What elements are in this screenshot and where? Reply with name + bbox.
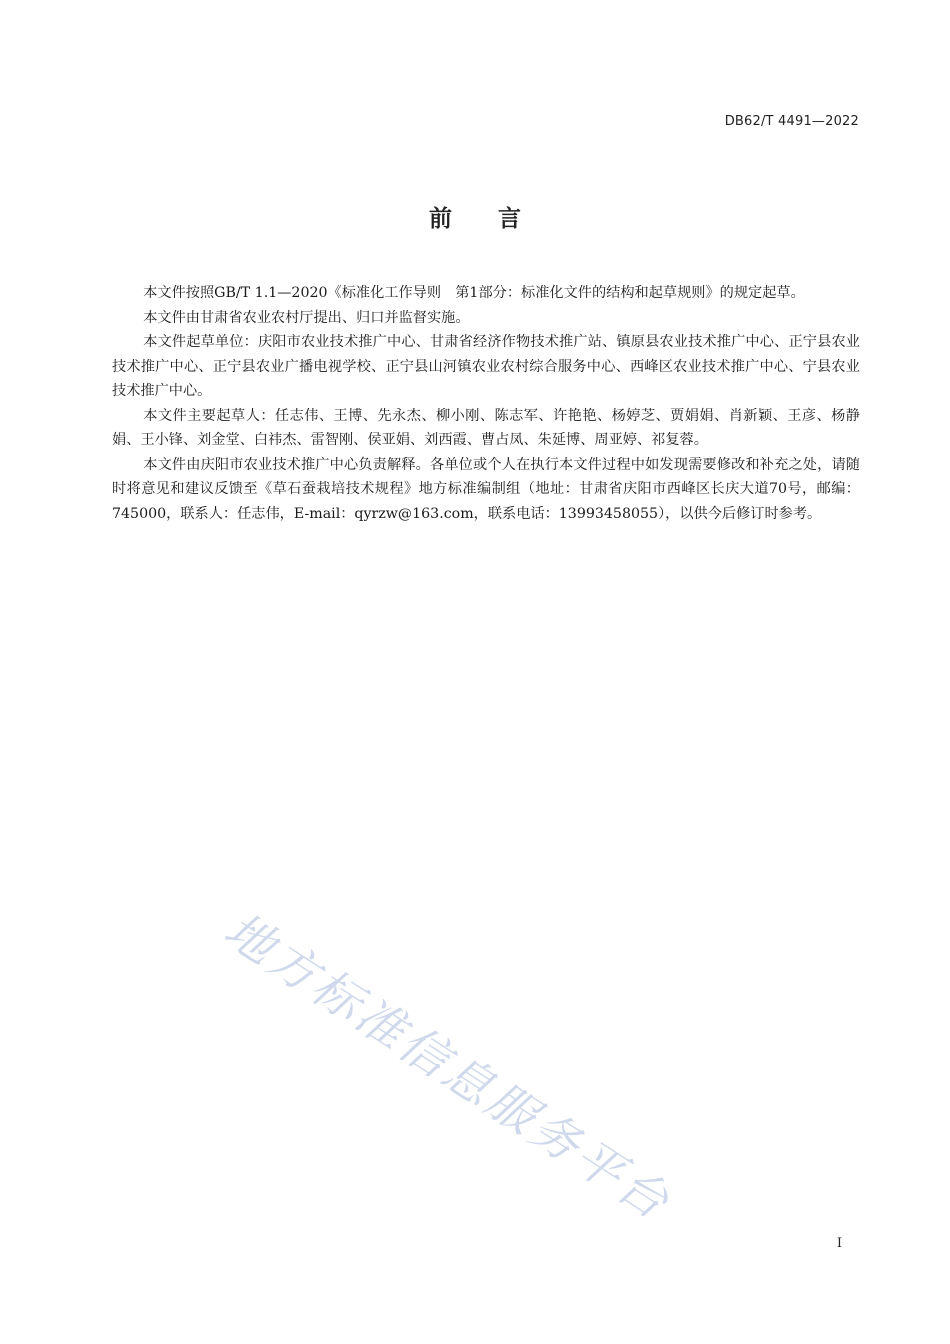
paragraph-proposer: 本文件由甘肃省农业农村厅提出、归口并监督实施。 <box>143 309 470 326</box>
document-code: DB62/T 4491—2022 <box>724 114 859 129</box>
paragraph-interpretation: 本文件由庆阳市农业技术推广中心负责解释。各单位或个人在执行本文件过程中如发现需要修改和补充之处，请随时将意见和建议反馈至《草石蚕栽培技术规程》地方标准编制组（地址：甘肃省庆阳市西峰区长庆大道70号，邮编：745000，联系人：任志伟，E-mail：qyrzw@163.com，联系电话：13993458055），以供今后修订时参考。 <box>112 456 860 522</box>
paragraph-drafting-units: 本文件起草单位：庆阳市农业技术推广中心、甘肃省经济作物技术推广站、镇原县农业技术推广中心、正宁县农业技术推广中心、正宁县农业广播电视学校、正宁县山河镇农业农村综合服务中心、西峰区农业技术推广中心、宁县农业技术推广中心。 <box>112 334 860 399</box>
document-body <box>112 281 860 526</box>
page-title: 前 言 <box>429 206 521 232</box>
paragraph-drafting-rules: 本文件按照GB/T 1.1—2020《标准化工作导则 第1部分：标准化文件的结构和起草规则》的规定起草。 <box>143 285 805 301</box>
watermark: 地方标准信息服务平台 <box>214 901 681 1232</box>
paragraph-drafters: 本文件主要起草人：任志伟、王博、先永杰、柳小刚、陈志军、许艳艳、杨婷芝、贾娟娟、肖新颖、王彦、杨静娟、王小锋、刘金堂、白祎杰、雷智刚、侯亚娟、刘西霞、曹占凤、朱延博、周亚婷、祁复蓉。 <box>112 407 860 448</box>
page-number: I <box>836 1236 842 1251</box>
